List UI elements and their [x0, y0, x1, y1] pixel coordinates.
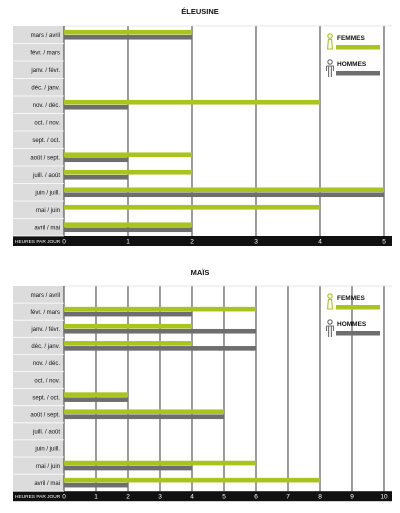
chart-title: ÉLEUSINE [181, 7, 219, 16]
category-label: janv. / févr. [31, 67, 60, 74]
bar-hommes [64, 312, 192, 317]
icon-head [328, 320, 332, 324]
x-tick-label: 4 [190, 493, 194, 501]
category-label: avril / mai [34, 225, 60, 232]
bar-hommes [64, 329, 256, 334]
female-figure-icon [328, 34, 333, 49]
legend-label: HOMMES [337, 61, 367, 68]
category-label: sept. / oct. [32, 137, 60, 144]
icon-head [328, 294, 332, 298]
bar-femmes [64, 222, 192, 227]
x-tick-label: 5 [222, 493, 226, 501]
icon-body [327, 66, 334, 77]
legend-swatch [336, 331, 380, 336]
bar-femmes [64, 478, 320, 483]
bar-hommes [64, 414, 224, 419]
bar-hommes [64, 157, 128, 162]
bar-femmes [64, 152, 192, 157]
x-tick-label: 8 [318, 493, 322, 501]
legend-label: HOMMES [337, 321, 367, 328]
x-axis-label: HEURES PAR JOUR [15, 495, 61, 501]
bar-femmes [64, 30, 192, 35]
chart-title: MAÏS [190, 268, 210, 277]
category-label: mars / avril [30, 292, 60, 299]
x-tick-label: 6 [254, 493, 258, 501]
category-label: nov. / déc. [32, 361, 60, 368]
bar-hommes [64, 483, 128, 488]
legend-swatch [336, 71, 380, 76]
icon-head [328, 60, 332, 64]
icon-body [327, 326, 334, 337]
category-label: déc. / janv. [31, 344, 60, 351]
bar-hommes [64, 175, 128, 180]
category-label: mai / juin [35, 207, 60, 214]
category-label: août / sept. [30, 412, 60, 419]
legend-label: FEMMES [337, 35, 365, 42]
legend [327, 294, 381, 337]
x-tick-label: 3 [254, 238, 258, 246]
bar-hommes [64, 346, 256, 351]
bar-hommes [64, 397, 128, 402]
bar-hommes [64, 105, 128, 110]
category-label: nov. / déc. [32, 102, 60, 109]
bar-femmes [64, 324, 192, 329]
x-axis-bar [13, 491, 392, 501]
x-tick-label: 5 [382, 238, 386, 246]
x-tick-label: 10 [380, 493, 388, 501]
category-label: janv. / févr. [31, 326, 60, 333]
category-label: févr. / mars [30, 50, 60, 57]
category-label: avril / mai [34, 480, 60, 487]
bar-femmes [64, 100, 320, 105]
category-label: mars / avril [30, 32, 60, 39]
icon-body [328, 40, 333, 50]
legend [327, 34, 381, 77]
x-tick-label: 2 [190, 238, 194, 246]
legend-label: FEMMES [337, 295, 365, 302]
category-label: sept. / oct. [32, 395, 60, 402]
female-figure-icon [328, 294, 333, 309]
category-label: déc. / janv. [31, 85, 60, 92]
category-label: oct. / nov. [34, 120, 60, 127]
category-label: févr. / mars [30, 309, 60, 316]
x-tick-label: 1 [94, 493, 98, 501]
x-tick-label: 2 [126, 493, 130, 501]
bar-femmes [64, 392, 128, 397]
bar-hommes [64, 227, 192, 232]
x-tick-label: 0 [62, 493, 66, 501]
chart-1 [13, 7, 392, 246]
bar-femmes [64, 307, 256, 312]
x-axis-bar [13, 236, 392, 246]
legend-swatch [336, 45, 380, 50]
x-tick-label: 4 [318, 238, 322, 246]
bar-hommes [64, 466, 192, 471]
bar-hommes [64, 35, 192, 40]
icon-body [328, 300, 333, 310]
x-tick-label: 9 [350, 493, 354, 501]
legend-swatch [336, 305, 380, 310]
category-label: juin / juill. [35, 446, 60, 453]
category-label: juin / juill. [35, 190, 60, 197]
category-label: mai / juin [35, 463, 60, 470]
x-axis-label: HEURES PAR JOUR [15, 240, 61, 245]
x-tick-label: 1 [126, 238, 130, 246]
male-figure-icon [327, 320, 334, 337]
category-label: août / sept. [30, 155, 60, 162]
chart-2 [13, 268, 392, 501]
x-tick-label: 7 [286, 493, 290, 501]
bar-femmes [64, 409, 224, 414]
category-label: juill. / août [32, 172, 60, 179]
bar-femmes [64, 205, 320, 210]
bar-hommes [64, 192, 384, 197]
bar-femmes [64, 187, 384, 192]
bar-femmes [64, 461, 256, 466]
x-tick-label: 3 [158, 493, 162, 501]
x-tick-label: 0 [62, 238, 66, 246]
bar-femmes [64, 341, 192, 346]
icon-head [328, 34, 332, 38]
male-figure-icon [327, 60, 334, 77]
category-label: juill. / août [32, 429, 60, 436]
category-label: oct. / nov. [34, 378, 60, 385]
bar-femmes [64, 170, 192, 175]
